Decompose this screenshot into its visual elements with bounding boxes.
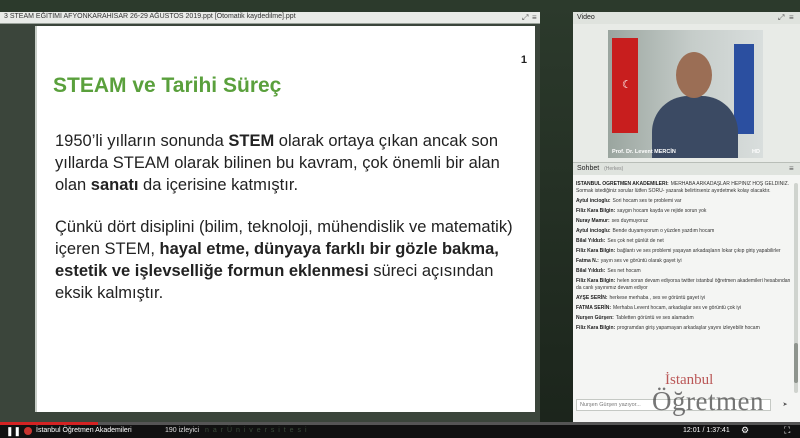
chat-text: Merhaba Levent hocam, arkadaşlar ses ve görüntü çok iyi (613, 305, 742, 312)
chat-text: MERHABA ARKADAŞLAR HEPİNİZ HOŞ GELDİNİZ. Sormak istediğiniz sorular lütfen SORU- yazarak belirtirseniz ayırdetmek kolay olacaktır. (576, 181, 790, 194)
slide-paragraph-2 (55, 216, 525, 304)
progress-bar[interactable] (0, 422, 800, 425)
chat-scrollbar-thumb[interactable] (794, 343, 798, 383)
chat-message (576, 305, 791, 312)
slide-bold-text: hayal etme, dünyaya farklı bir gözle bakma, estetik ve işlevselliğe formun eklenmesi (55, 240, 499, 280)
video-header (573, 12, 800, 24)
slide-bold-text: STEM (228, 132, 275, 150)
chat-text: saygın hocam kayda ve rejide sorun yok (617, 207, 707, 214)
chat-text: bağlantı ve ses problemi yaşayan arkadaşların lokar çıkıp giriş yapabilirler (617, 248, 781, 255)
chat-author: FATMA SERİN: (576, 305, 611, 312)
chat-text: Ses net hocam (607, 268, 641, 275)
speaker-name: Prof. Dr. Levent MERCİN (612, 149, 676, 155)
channel-name[interactable]: İstanbul Öğretmen Akademileri (36, 427, 132, 434)
chat-text: Bende duyamıyorum o yüzden yazdım hocam (612, 227, 715, 234)
chat-text: Sori hocam ses te problemi var (612, 197, 682, 204)
viewer-count: 190 izleyici (165, 427, 200, 434)
settings-icon[interactable]: ⚙ (741, 425, 750, 435)
menu-icon[interactable]: ≡ (532, 13, 537, 22)
channel-avatar[interactable] (24, 427, 32, 435)
chat-text: Tabletten görüntü ve ses alamadım (615, 315, 694, 322)
speaker-head (676, 52, 712, 98)
chat-message (576, 218, 791, 225)
chat-author: İSTANBUL ÖĞRETMEN AKADEMİLERİ: (576, 181, 669, 187)
chat-author: Nurşen Gürşen: (576, 315, 614, 322)
chat-message (576, 238, 791, 245)
chat-author: Nuray Mamur: (576, 217, 610, 224)
slide-paragraph-1 (55, 130, 525, 196)
slide-number: 1 (520, 54, 527, 66)
presentation-titlebar (0, 12, 540, 24)
slide-text: Çünkü dört disiplini (bilim, teknoloji, mühendislik ve matematik) içeren STEM, (55, 218, 513, 258)
pause-icon[interactable]: ❚❚ (6, 426, 22, 436)
chat-message (576, 325, 791, 332)
chat-message-list[interactable] (576, 181, 791, 399)
chat-message (576, 258, 791, 265)
chat-message (576, 278, 791, 291)
time-display: 12:01 / 1:37:41 (683, 427, 730, 434)
slide-text: süreci açısından eksik kalmıştır. (55, 262, 494, 302)
chat-text: herkese merhaba , ses ve görüntü gayet iyi (609, 295, 706, 302)
slide-heading: STEAM ve Tarihi Süreç (53, 74, 282, 97)
chat-message (576, 208, 791, 215)
slide-border (35, 26, 37, 412)
chat-text: helen soran devam ediyorsa twitter istanbul öğretmen akademileri hesabından da canlı yayınımız devam ediyor (576, 278, 791, 292)
chat-author: Filiz Kara Bilgin: (576, 207, 616, 214)
slide-bold-text: sanatı (90, 176, 139, 194)
hd-badge: HD (752, 149, 760, 155)
turkish-flag (612, 38, 638, 133)
send-icon[interactable]: ➤ (782, 402, 788, 408)
university-flag (734, 44, 754, 134)
menu-icon[interactable]: ≡ (789, 164, 794, 173)
chat-text: Ses çok net günlüt de net (607, 238, 664, 245)
expand-icon[interactable]: ⤢ (778, 13, 785, 22)
flag-crescent-icon: ☾ (622, 79, 632, 91)
watermark-line-1: İstanbul (665, 372, 714, 388)
chat-author: Fatma N.: (576, 258, 599, 265)
chat-author: AYŞE SERİN: (576, 295, 608, 302)
video-panel (573, 12, 800, 162)
chat-message (576, 181, 791, 194)
chat-header (573, 163, 800, 175)
chat-message (576, 228, 791, 235)
chat-author: Bilal Yıldızlı: (576, 268, 606, 275)
menu-icon[interactable]: ≡ (789, 13, 794, 22)
expand-icon[interactable]: ⤢ (522, 13, 529, 22)
presentation-window-title: 3 STEAM EĞİTİMİ AFYONKARAHİSAR 26-29 AĞUSTOS 2019.ppt [Otomatik kaydedilme].ppt (4, 13, 296, 20)
chat-message (576, 248, 791, 255)
chat-header-label: Sohbet (577, 165, 600, 172)
chat-author: Filiz Kara Bilgin: (576, 278, 616, 285)
chat-author: Aytul incioglu: (576, 197, 611, 204)
video-header-label: Video (577, 14, 595, 21)
slide (35, 26, 535, 412)
chat-input[interactable]: Nurşen Gürşen yazıyor... (576, 399, 771, 411)
fullscreen-icon[interactable]: ⛶ (784, 425, 791, 435)
slide-text: 1950’li yılların sonunda (55, 132, 229, 150)
chat-author: Filiz Kara Bilgin: (576, 325, 616, 332)
chat-author: Bilal Yıldızlı: (576, 238, 606, 245)
presentation-panel (0, 12, 540, 422)
slide-area (0, 24, 540, 422)
chat-message (576, 268, 791, 275)
watermark-line-2: Öğretmen (652, 386, 764, 416)
chat-author: Filiz Kara Bilgin: (576, 248, 616, 255)
chat-message (576, 198, 791, 205)
slide-text: olarak ortaya çıkan ancak son yıllarda STEAM olarak bilinen bu kavram, çok önemli bir alan olan (55, 132, 500, 194)
progress-fill (0, 422, 98, 425)
slide-text: da içerisine katmıştır. (138, 176, 299, 194)
chat-text: ses duymuyoruz (611, 217, 649, 224)
chat-audience: (Herkes) (604, 166, 624, 172)
chat-message (576, 315, 791, 322)
background-caption: n a r Ü n i v e r s i t e s i (205, 427, 308, 434)
chat-author: Aytul incioglu: (576, 227, 611, 234)
speaker-video[interactable] (608, 30, 763, 158)
chat-text: programdan giriş yapamayan arkadaşlar yayını izleyebilir hocam (617, 325, 760, 332)
chat-text: yayın ses ve görüntü olarak gayet iyi (600, 258, 682, 265)
chat-message (576, 295, 791, 302)
player-controls (0, 422, 800, 438)
